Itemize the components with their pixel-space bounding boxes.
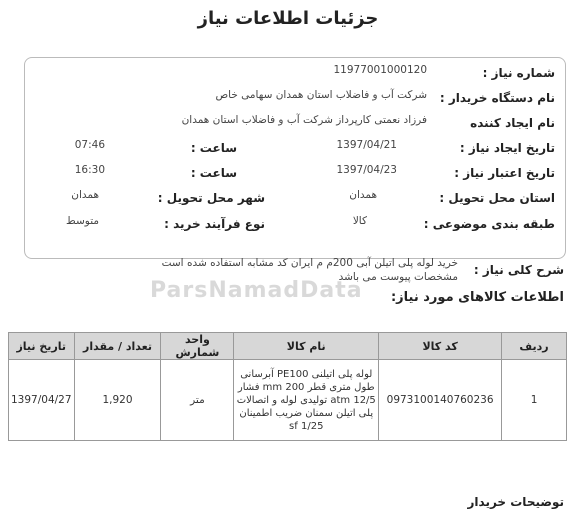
creator-label: نام ایجاد کننده [470,116,555,130]
created-time-label: ساعت : [190,141,237,155]
table-row [9,360,567,441]
need-number-value: 11977001000120 [333,64,427,76]
need-number-label: شماره نیاز : [482,66,555,80]
goods-table [8,332,567,441]
valid-time-label: ساعت : [190,166,237,180]
page-title: جزئیات اطلاعات نیاز [197,8,379,29]
province-label: استان محل تحویل : [439,191,555,205]
buyer-org-value: شرکت آب و فاضلاب استان همدان سهامی خاص [215,89,427,101]
description-label: شرح کلی نیاز : [473,263,564,277]
creator-value: فرزاد نعمتی کارپرداز شرکت آب و فاضلاب استان همدان [181,114,427,126]
col-qty-header: تعداد / مقدار [74,333,161,360]
valid-date-label: تاریخ اعتبار نیاز : [454,166,555,180]
goods-table-header [9,333,567,360]
watermark: ParsNamadData [150,278,363,303]
need-info-panel [24,57,566,259]
category-label: طبقه بندی موضوعی : [423,217,555,231]
buyer-notes-label: توضیحات خریدار [467,495,564,509]
col-name-header: نام کالا [234,333,379,360]
created-date-value: 1397/04/21 [336,139,397,151]
cell-qty: 1,920 [74,360,161,441]
valid-time-value: 16:30 [74,164,105,176]
process-value: متوسط [66,215,99,227]
col-unit-header: واحد شمارش [161,333,234,360]
col-date-header: تاریخ نیاز [9,333,75,360]
city-label: شهر محل تحویل : [157,191,265,205]
col-code-header: کد کالا [379,333,502,360]
goods-section-title: اطلاعات کالاهای مورد نیاز: [390,290,564,305]
cell-unit: متر [161,360,234,441]
category-value: کالا [352,215,367,227]
valid-date-value: 1397/04/23 [336,164,397,176]
cell-row: 1 [502,360,567,441]
cell-name: لوله پلی اتیلنی PE100 آبرسانی طول متری قطر 200 mm فشار 12/5 atm تولیدی لوله و اتصالات پلی اتیلن سمنان ضریب اطمینان 1/25 sf [234,360,379,441]
cell-code: 0973100140760236 [379,360,502,441]
created-date-label: تاریخ ایجاد نیاز : [459,141,555,155]
col-row-header: ردیف [502,333,567,360]
created-time-value: 07:46 [74,139,105,151]
buyer-org-label: نام دستگاه خریدار : [439,91,555,105]
process-label: نوع فرآیند خرید : [164,217,265,231]
province-value: همدان [349,189,377,201]
cell-date: 1397/04/27 [9,360,75,441]
city-value: همدان [71,189,99,201]
description-text: خرید لوله پلی اتیلن آبی 200م م ایران کد مشابه استفاده شده است مشخصات پیوست می باشد [161,257,458,283]
